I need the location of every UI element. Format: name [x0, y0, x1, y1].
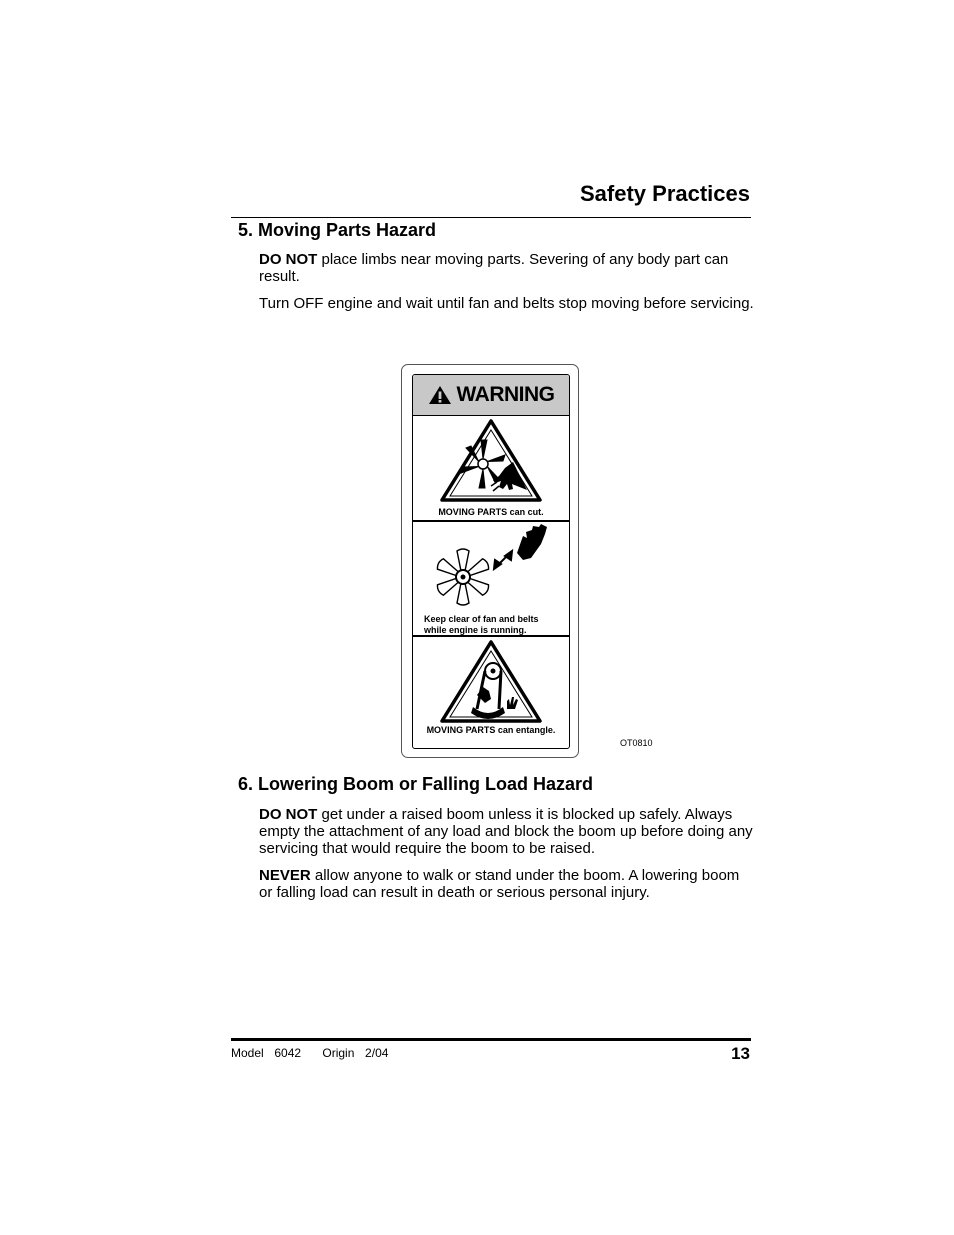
warning-decal [412, 374, 570, 749]
panel-cut-caption: MOVING PARTS can cut. [438, 507, 544, 517]
section-6-heading: 6. Lowering Boom or Falling Load Hazard [238, 774, 594, 794]
paragraph-text: allow anyone to walk or stand under the boom. A lowering boom or falling load can result in death or serious personal injury. [259, 867, 740, 901]
page-title: Safety Practices [580, 181, 750, 206]
panel-keep-clear [413, 522, 569, 635]
title-rule [231, 217, 751, 218]
paragraph-text: get under a raised boom unless it is blocked up safely. Always empty the attachment of any load and block the boom up before doing any servicing that would require the boom to be raised. [259, 806, 753, 857]
section-5-heading: 5. Moving Parts Hazard [238, 220, 437, 240]
footer-model-origin: Model 6042 Origin 2/04 [231, 1046, 389, 1060]
section-6-paragraph-2 [259, 867, 754, 901]
page-number: 13 [731, 1044, 750, 1063]
panel-entangle-caption: MOVING PARTS can entangle. [426, 725, 556, 735]
fan-and-hand-icon [413, 522, 569, 610]
warning-banner [413, 375, 569, 416]
panel-keep-clear-caption [424, 614, 569, 636]
caption-line-1: Keep clear of fan and belts [424, 614, 539, 624]
panel-cut [413, 416, 569, 520]
section-5-paragraph-1 [259, 251, 754, 285]
belt-entangle-hand-icon [413, 637, 569, 727]
do-not-emphasis: DO NOT [259, 251, 318, 268]
warning-banner-text: WARNING [456, 383, 555, 406]
decal-reference-code: OT0810 [620, 738, 653, 748]
section-5-paragraph-2: Turn OFF engine and wait until fan and belts stop moving before servicing. [259, 295, 754, 312]
footer-rule [231, 1038, 751, 1041]
never-emphasis: NEVER [259, 867, 311, 884]
fan-blade-cut-hand-icon [413, 416, 569, 506]
do-not-emphasis: DO NOT [259, 806, 318, 823]
warning-triangle-icon [428, 385, 452, 405]
section-6-paragraph-1 [259, 806, 754, 857]
caption-line-2: while engine is running. [424, 625, 527, 635]
paragraph-text: place limbs near moving parts. Severing of any body part can result. [259, 251, 729, 285]
panel-entangle [413, 637, 569, 748]
